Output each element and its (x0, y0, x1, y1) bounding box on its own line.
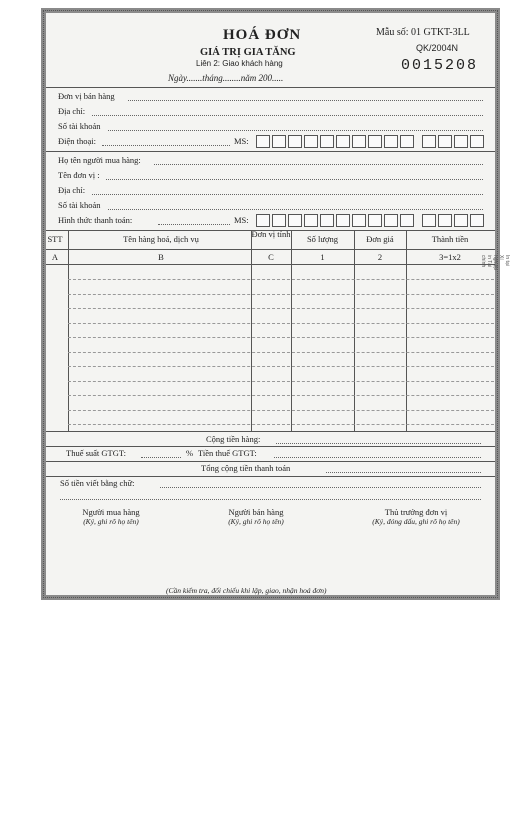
col-header-stt: STT (47, 234, 63, 244)
seller-account-label: Số tài khoản (58, 121, 101, 131)
seller-unit-line (128, 100, 483, 101)
seller-divider (46, 151, 495, 152)
seller-tax-code-box[interactable] (422, 135, 436, 148)
seller-signature-note: (Ký, ghi rõ họ tên) (228, 517, 284, 526)
payment-method-line (158, 224, 230, 225)
header-row-divider (46, 249, 495, 250)
copy-label: Liên 2: Giao khách hàng (196, 59, 283, 68)
seller-ms-label: MS: (234, 136, 249, 146)
code-3: 3=1x2 (439, 252, 461, 262)
col-header-item-name: Tên hàng hoá, dịch vụ (123, 234, 199, 244)
item-row-line (68, 337, 494, 338)
seller-tax-code-box[interactable] (454, 135, 468, 148)
code-2: 2 (377, 252, 383, 262)
table-bottom-border (46, 431, 495, 432)
item-row-line (68, 323, 494, 324)
amount-in-words-line-2 (60, 499, 481, 500)
seller-tax-code-box[interactable] (336, 135, 350, 148)
buyer-account-line (108, 209, 483, 210)
code-a: A (51, 252, 59, 262)
seller-address-label: Địa chỉ: (58, 106, 86, 116)
item-row-line (68, 395, 494, 396)
buyer-signature-note: (Ký, ghi rõ họ tên) (83, 517, 139, 526)
director-signature-role: Thủ trưởng đơn vị (384, 507, 448, 517)
item-row-line (68, 381, 494, 382)
footer-note: (Cần kiểm tra, đối chiếu khi lập, giao, nhận hoá đơn) (166, 586, 327, 595)
buyer-tax-code-box[interactable] (384, 214, 398, 227)
seller-account-line (108, 130, 483, 131)
buyer-tax-code-box[interactable] (422, 214, 436, 227)
item-row-line (68, 279, 494, 280)
seller-tax-code-box[interactable] (256, 135, 270, 148)
seller-tax-code-box[interactable] (470, 135, 484, 148)
buyer-name-label: Họ tên người mua hàng: (58, 155, 141, 165)
buyer-tax-code-box[interactable] (288, 214, 302, 227)
grand-total-divider (46, 476, 495, 477)
vat-amount-label: Tiền thuế GTGT: (198, 448, 257, 458)
seller-tax-code-box[interactable] (320, 135, 334, 148)
seller-tax-code-box[interactable] (384, 135, 398, 148)
col-divider-5 (406, 230, 407, 431)
vat-divider (46, 461, 495, 462)
seller-tax-code-box[interactable] (438, 135, 452, 148)
buyer-signature-block (56, 507, 166, 526)
header-divider (46, 87, 495, 88)
buyer-tax-code-box[interactable] (320, 214, 334, 227)
buyer-tax-code-box[interactable] (272, 214, 286, 227)
buyer-tax-code-box[interactable] (400, 214, 414, 227)
grand-total-line (326, 472, 481, 473)
buyer-name-line (154, 164, 483, 165)
subtotal-line (276, 443, 481, 444)
buyer-tax-code-box[interactable] (352, 214, 366, 227)
subtotal-divider (46, 446, 495, 447)
seller-signature-role: Người bán hàng (228, 507, 284, 517)
seller-tax-code-box[interactable] (368, 135, 382, 148)
buyer-account-label: Số tài khoản (58, 200, 101, 210)
buyer-tax-code-box[interactable] (438, 214, 452, 227)
code-row-divider (46, 264, 495, 265)
item-row-line (68, 410, 494, 411)
subtotal-label: Cộng tiền hàng: (206, 434, 261, 444)
buyer-address-label: Địa chỉ: (58, 185, 86, 195)
seller-tax-code-box[interactable] (304, 135, 318, 148)
amount-in-words-line (160, 487, 481, 488)
grand-total-label: Tổng cộng tiền thanh toán (201, 463, 291, 473)
vat-percent: % (186, 448, 194, 458)
item-row-line (68, 352, 494, 353)
buyer-tax-code-box[interactable] (470, 214, 484, 227)
date-line: Ngày.......tháng........năm 200..... (168, 73, 284, 83)
buyer-unit-line (106, 179, 483, 180)
seller-phone-label: Điện thoại: (58, 136, 97, 146)
seller-tax-code-box[interactable] (352, 135, 366, 148)
item-row-line (68, 424, 494, 425)
invoice-series: QK/2004N (416, 43, 459, 53)
code-1: 1 (320, 252, 325, 262)
col-divider-1 (68, 230, 69, 431)
printer-side-text: In tại Xí nghiệp in Tài chính (480, 255, 510, 271)
col-divider-4 (354, 230, 355, 431)
seller-tax-code-box[interactable] (272, 135, 286, 148)
director-signature-block (351, 507, 481, 526)
amount-in-words-label: Số tiền viết bằng chữ: (60, 478, 135, 488)
invoice-sheet (41, 8, 500, 600)
seller-phone-line (102, 145, 230, 146)
buyer-signature-role: Người mua hàng (82, 507, 140, 517)
col-header-unit-price: Đơn giá (366, 234, 394, 244)
seller-signature-block (201, 507, 311, 526)
seller-tax-code-box[interactable] (288, 135, 302, 148)
form-code: Mẫu số: 01 GTKT-3LL (376, 27, 470, 38)
invoice-subtitle: GIÁ TRỊ GIA TĂNG (200, 47, 296, 58)
code-b: B (158, 252, 164, 262)
code-c: C (268, 252, 274, 262)
item-row-line (68, 366, 494, 367)
buyer-tax-code-box[interactable] (336, 214, 350, 227)
buyer-tax-code-box[interactable] (454, 214, 468, 227)
col-header-quantity: Số lượng (306, 234, 339, 244)
col-divider-2 (251, 230, 252, 431)
buyer-unit-label: Tên đơn vị : (58, 170, 100, 180)
col-header-unit: Đơn vị tính (251, 229, 291, 239)
vat-rate-label: Thuế suất GTGT: (66, 448, 127, 458)
seller-tax-code-box[interactable] (400, 135, 414, 148)
seller-unit-label: Đơn vị bán hàng (58, 91, 115, 101)
col-header-amount: Thành tiền (431, 234, 469, 244)
invoice-title: HOÁ ĐƠN (223, 27, 302, 43)
seller-address-line (92, 115, 483, 116)
col-divider-3 (291, 230, 292, 431)
item-row-line (68, 294, 494, 295)
invoice-number: 0015208 (401, 57, 479, 74)
vat-amount-line (274, 457, 481, 458)
item-row-line (68, 308, 494, 309)
buyer-tax-code-box[interactable] (256, 214, 270, 227)
buyer-tax-code-box[interactable] (304, 214, 318, 227)
buyer-address-line (92, 194, 483, 195)
buyer-tax-code-box[interactable] (368, 214, 382, 227)
director-signature-note: (Ký, đóng dấu, ghi rõ họ tên) (372, 517, 460, 526)
buyer-ms-label: MS: (234, 215, 249, 225)
payment-method-label: Hình thức thanh toán: (58, 215, 133, 225)
vat-rate-line (141, 457, 181, 458)
